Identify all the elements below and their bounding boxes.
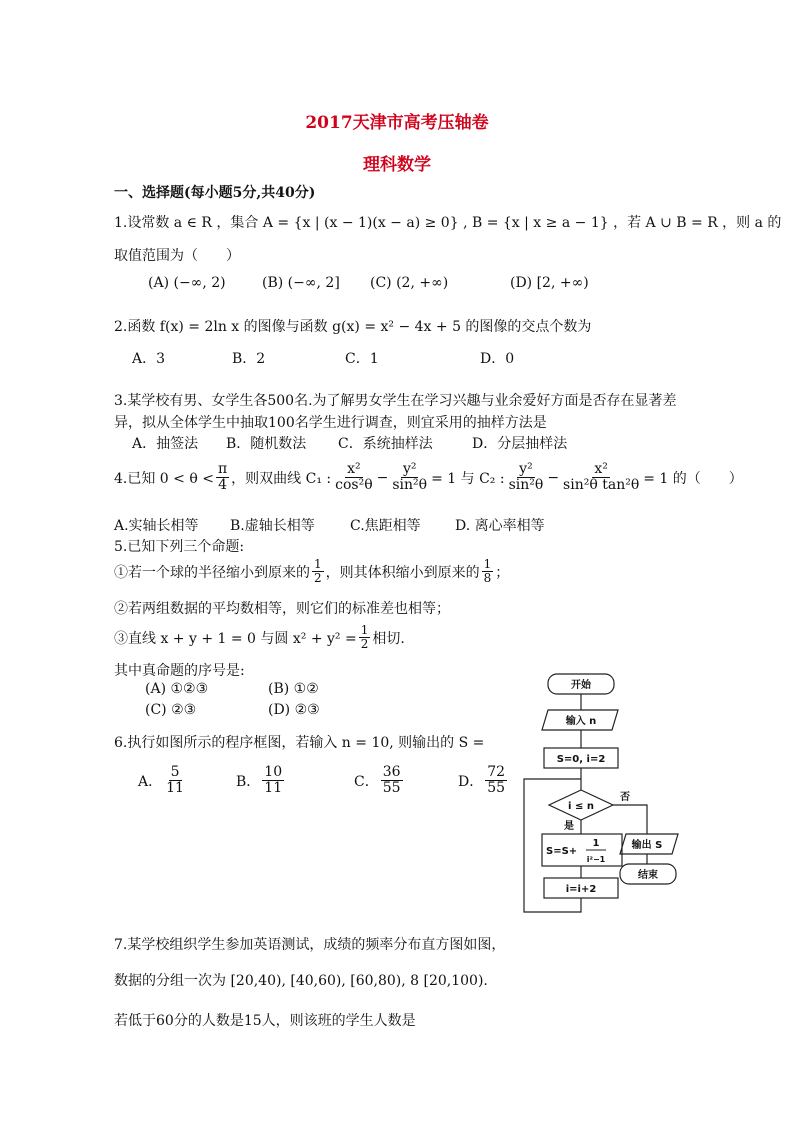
q6-option-c-label: C． <box>354 773 379 790</box>
q3-option-b: B．随机数法 <box>226 436 307 452</box>
q4-mid2: = 1 与 C₂ : <box>431 470 505 487</box>
q5-p1-text-a: ①若一个球的半径缩小到原来的 <box>114 564 310 581</box>
q4-frac-x2-sin2tan2: $\frac{\text{x²}}{\text{sin²θ tan²θ}}$ <box>563 461 640 494</box>
program-flowchart <box>518 668 690 918</box>
q5-option-d: (D) ②③ <box>268 702 320 718</box>
q7-stem-line2: 数据的分组一次为 [20,40), [40,60), [60,80), 8 [20,100). <box>114 973 488 989</box>
q4-frac-pi-over-4: $\frac{\pi}{4}$ <box>217 461 228 494</box>
q7-stem-line1: 7.某学校组织学生参加英语测试，成绩的频率分布直方图如图， <box>114 937 506 953</box>
flow-init-label: S=0, i=2 <box>556 754 606 765</box>
q4-stem <box>114 462 743 494</box>
q1-stem-line2: 取值范围为（ ） <box>114 248 240 264</box>
q5-option-c: (C) ②③ <box>145 702 197 718</box>
q4-frac-x2-cos2: $\frac{\text{x²}}{\text{cos²θ}}$ <box>335 461 373 494</box>
q2-option-b: B．2 <box>232 351 266 367</box>
flow-update-label: S=S+ <box>546 846 578 857</box>
flow-update-numerator: 1 <box>592 838 600 849</box>
q5-frac-half: $\frac{1}{2}$ <box>314 557 322 586</box>
q6-option-b-label: B． <box>236 773 261 790</box>
q4-option-d: D. 离心率相等 <box>455 518 545 534</box>
flow-yes-label: 是 <box>564 821 574 832</box>
q4-frac-y2-sin2: $\frac{\text{y²}}{\text{sin²θ}}$ <box>392 461 428 494</box>
q4-frac-y2-sin2-b: $\frac{\text{y²}}{\text{sin²θ}}$ <box>508 461 544 494</box>
flow-increment-label: i=i+2 <box>565 884 597 895</box>
q7-stem-line3: 若低于60分的人数是15人，则该班的学生人数是 <box>114 1013 416 1029</box>
q3-option-d: D．分层抽样法 <box>472 436 568 452</box>
q5-proposition-2: ②若两组数据的平均数相等，则它们的标准差也相等； <box>114 601 450 617</box>
q4-post: = 1 的（ ） <box>643 470 743 487</box>
q5-p3-text-b: 相切. <box>372 630 405 647</box>
page-subtitle: 理科数学 <box>363 155 431 175</box>
q3-stem-line1: 3.某学校有男、女学生各500名.为了解男女学生在学习兴趣与业余爱好方面是否存在显著差 <box>114 393 677 409</box>
q6-frac-b: $\frac{10}{11}$ <box>264 764 283 797</box>
section-heading: 一、选择题(每小题5分,共40分) <box>114 185 316 201</box>
q6-frac-d: $\frac{72}{55}$ <box>487 764 506 797</box>
q3-stem-line2: 异，拟从全体学生中抽取100名学生进行调查，则宜采用的抽样方法是 <box>114 415 547 431</box>
q2-option-c: C．1 <box>345 351 379 367</box>
q4-option-c: C.焦距相等 <box>350 518 421 534</box>
q4-minus1: − <box>376 469 389 486</box>
q1-option-a: (A) (−∞, 2) <box>148 275 226 291</box>
flow-input-label: 输入 n <box>565 716 597 727</box>
q5-option-a: (A) ①②③ <box>145 681 209 697</box>
q4-option-a: A.实轴长相等 <box>114 518 199 534</box>
q6-option-b <box>236 765 286 797</box>
q5-p3-text-a: ③直线 x + y + 1 = 0 与圆 x² + y² = <box>114 630 357 647</box>
q1-option-b: (B) (−∞, 2] <box>262 275 340 291</box>
q5-frac-half-b: $\frac{1}{2}$ <box>360 623 369 652</box>
q5-frac-eighth: $\frac{1}{8}$ <box>483 557 492 586</box>
q6-option-a <box>138 765 188 797</box>
q3-option-c: C．系统抽样法 <box>338 436 433 452</box>
q5-p1-text-b: ，则其体积缩小到原来的 <box>325 564 480 581</box>
flow-start-label: 开始 <box>571 680 591 691</box>
q2-option-a: A．3 <box>132 351 166 367</box>
q6-option-d <box>458 765 509 797</box>
q5-p1-text-c: ； <box>495 564 510 581</box>
q1-option-d: (D) [2, +∞) <box>510 275 589 291</box>
q2-stem: 2.函数 f(x) = 2ln x 的图像与函数 g(x) = x² − 4x + 5 的图像的交点个数为 <box>114 319 592 335</box>
q6-frac-a: $\frac{5}{11}$ <box>166 764 184 797</box>
page-title: 2017天津市高考压轴卷 <box>305 113 489 133</box>
q6-stem: 6.执行如图所示的程序框图，若输入 n = 10, 则输出的 S = <box>114 735 485 751</box>
q6-option-c <box>354 765 405 797</box>
q1-stem-line1: 1.设常数 a ∈ R ，集合 A = {x | (x − 1)(x − a) ≥ 0} , B = {x | x ≥ a − 1} ，若 A ∪ B = R ，则 a 的 <box>114 215 782 231</box>
flow-output-label: 输出 S <box>631 840 663 851</box>
flow-update-denominator: i²−1 <box>586 855 606 864</box>
q4-minus2: − <box>547 469 560 486</box>
q5-proposition-1 <box>114 558 509 585</box>
q4-option-b: B.虚轴长相等 <box>230 518 315 534</box>
flow-end-label: 结束 <box>638 870 658 881</box>
q6-option-a-label: A． <box>138 773 163 790</box>
flow-condition-label: i ≤ n <box>568 801 594 812</box>
q4-pre: 4.已知 0 < θ < <box>114 470 214 487</box>
q5-option-b: (B) ①② <box>268 681 319 697</box>
q6-frac-c: $\frac{36}{55}$ <box>382 764 401 797</box>
q1-option-c: (C) (2, +∞) <box>370 275 449 291</box>
flow-no-label: 否 <box>620 792 630 803</box>
q3-option-a: A．抽签法 <box>132 436 199 452</box>
q6-option-d-label: D． <box>458 773 484 790</box>
q5-stem: 5.已知下列三个命题: <box>114 539 245 555</box>
q5-proposition-3 <box>114 624 405 651</box>
q2-option-d: D．0 <box>480 351 515 367</box>
q5-ask: 其中真命题的序号是: <box>114 663 245 679</box>
q4-mid1: ，则双曲线 C₁ : <box>231 470 332 487</box>
